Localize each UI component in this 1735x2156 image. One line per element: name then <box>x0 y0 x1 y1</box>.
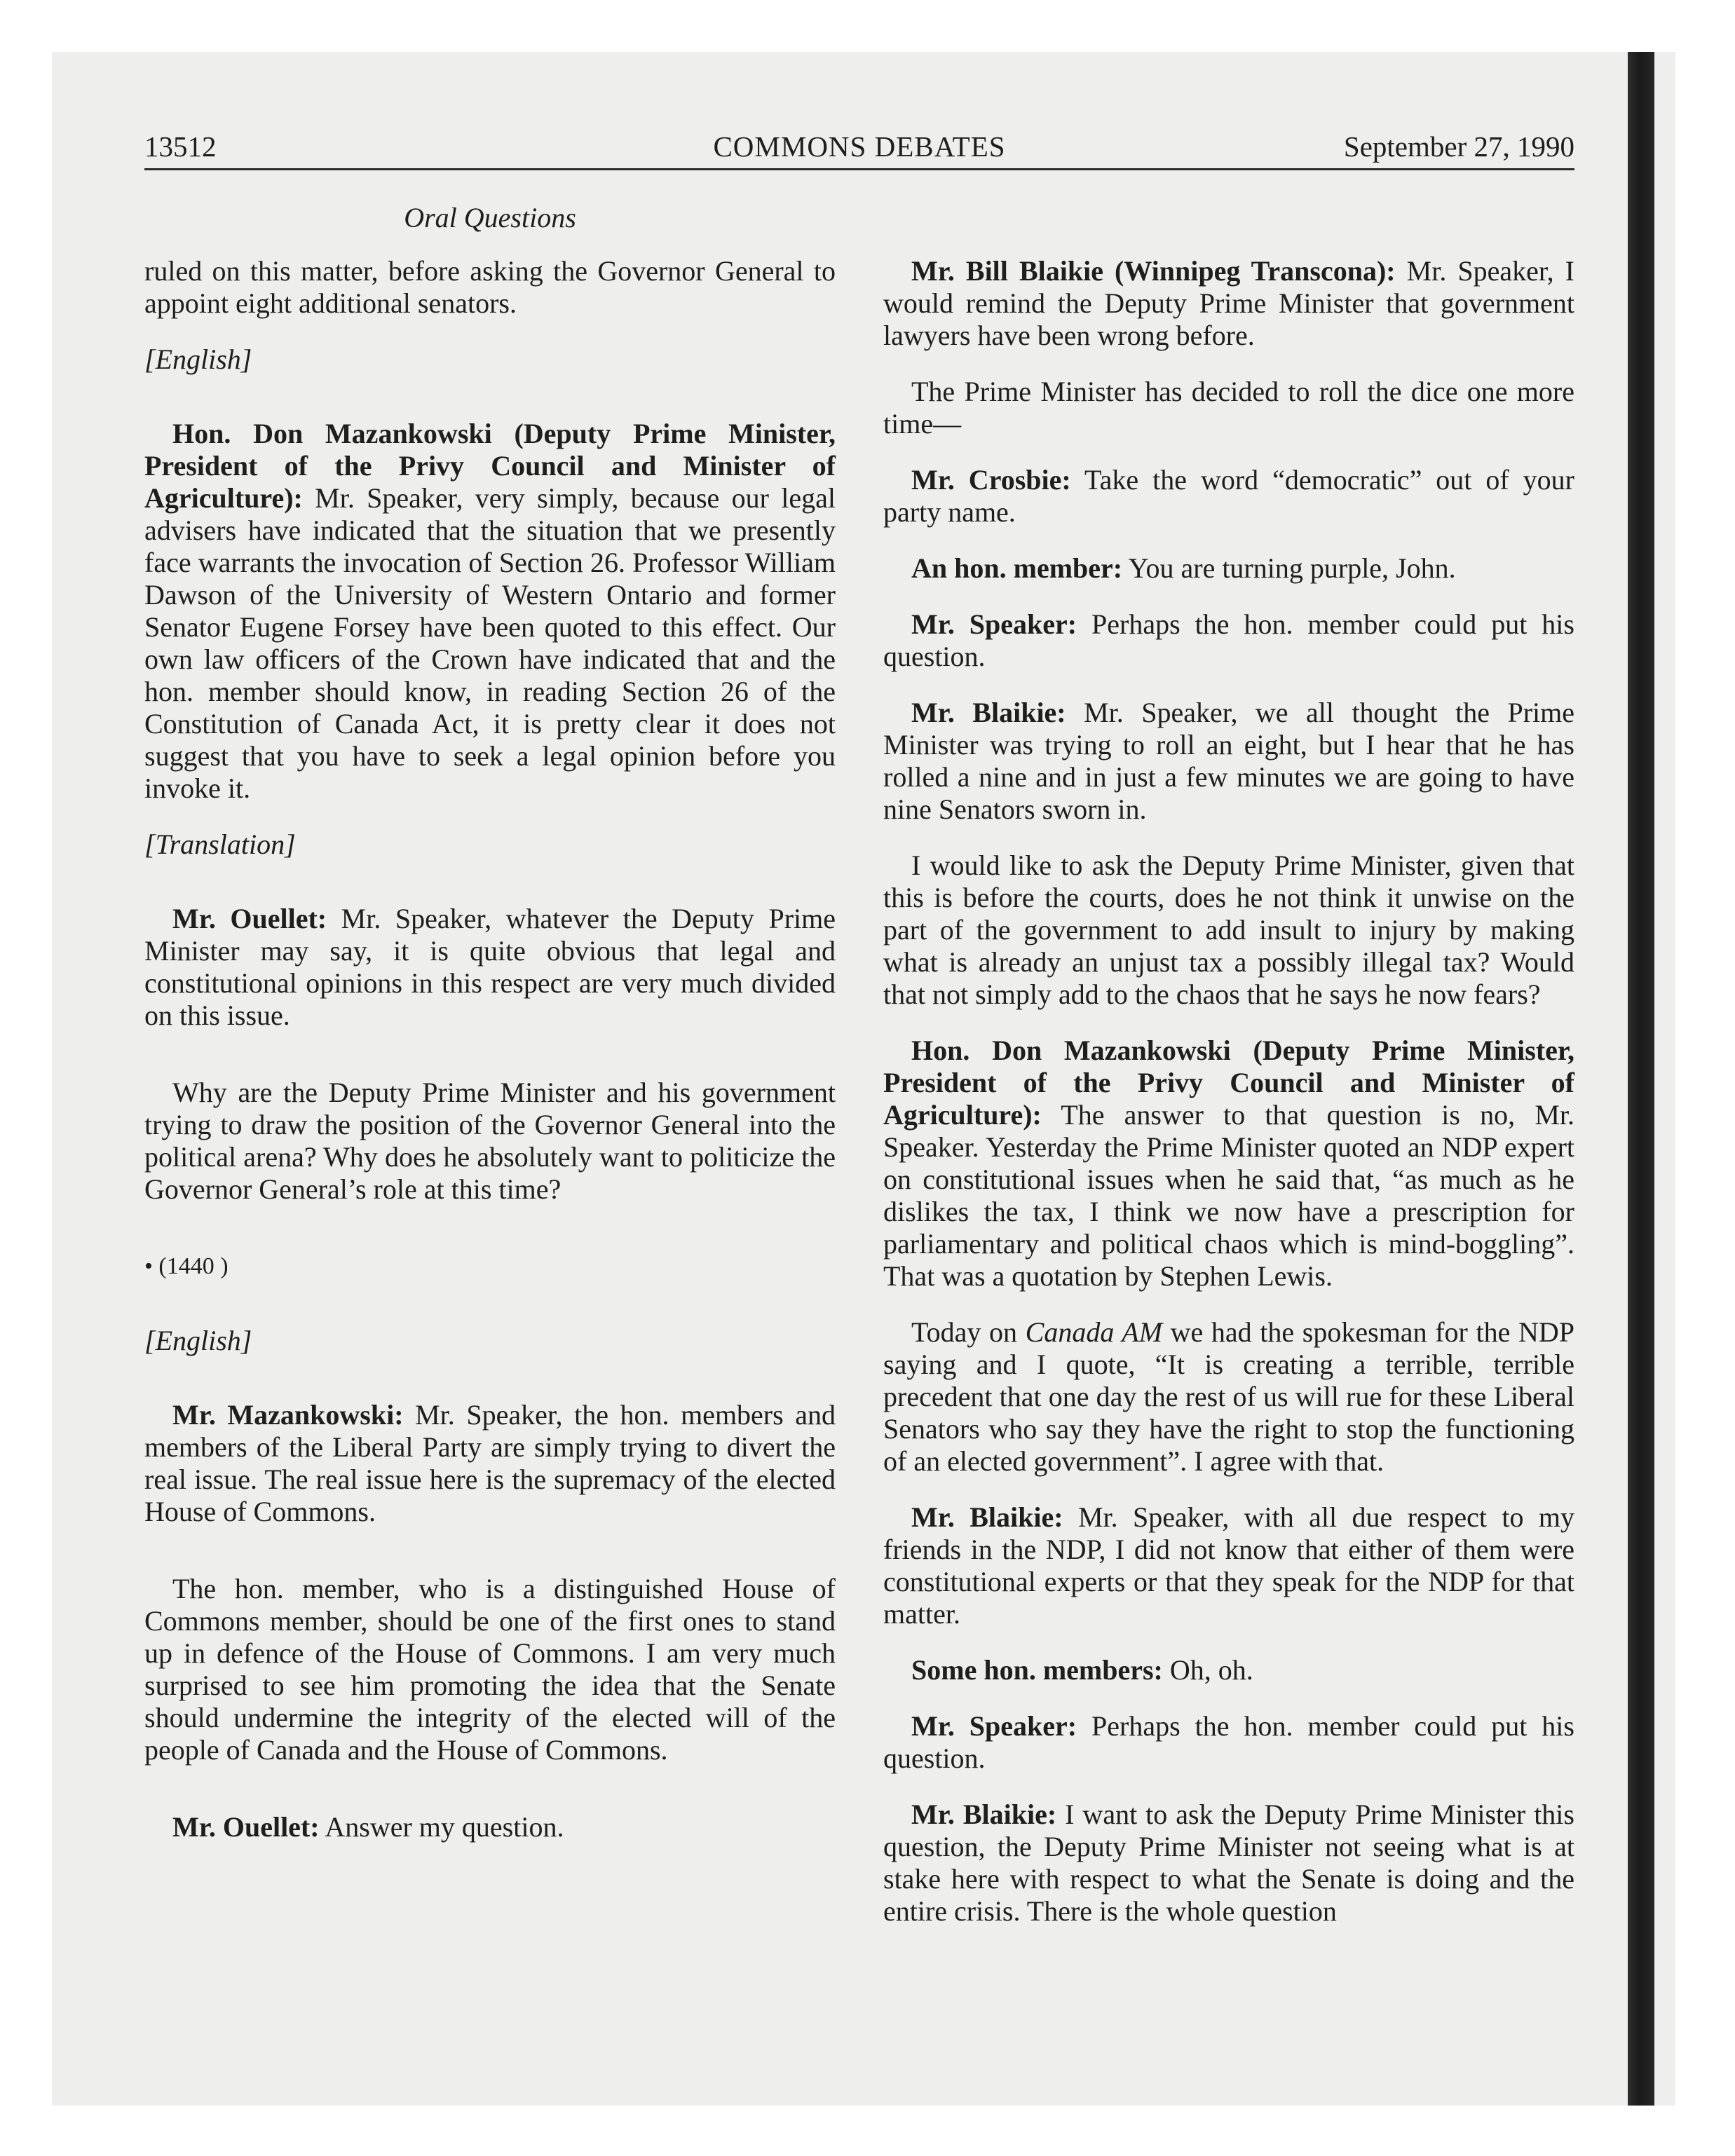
language-marker <box>144 343 836 376</box>
paragraph: Why are the Deputy Prime Minister and his government trying to draw the position of the Governor General into the political arena? Why does he absolutely want to politicize the Governor General’s role at this time? <box>144 1077 836 1205</box>
speaker-name: Some hon. members: <box>911 1654 1163 1686</box>
speech <box>883 464 1574 528</box>
speaker-name: Mr. Blaikie: <box>911 1501 1063 1533</box>
page-number: 13512 <box>144 130 217 163</box>
speech-text: Mr. Speaker, we all thought the Prime Minister was trying to roll an eight, but I hear that he has rolled a nine and in just a few minutes we are going to have nine Senators sworn in. <box>883 697 1574 825</box>
paragraph: ruled on this matter, before asking the Governor General to appoint eight additional senators. <box>144 255 836 319</box>
section-title: Oral Questions <box>404 202 576 233</box>
speech-text: Mr. Speaker, whatever the Deputy Prime Minister may say, it is quite obvious that legal and constitutional opinions in this respect are very much divided on this issue. <box>144 903 836 1031</box>
speech <box>883 552 1574 585</box>
speech <box>883 1035 1574 1292</box>
program-title: Canada AM <box>1025 1316 1163 1348</box>
header-rule <box>144 168 1574 170</box>
speech-text: Mr. Speaker, very simply, because our legal advisers have indicated that the situation that we presently face warrants the invocation of Section 26. Professor William Dawson of the University of Western Ontario and former Senator Eugene Forsey have been quoted to this effect. Our own law officers of the Crown have indicated that and the hon. member should know, in reading Section 26 of the Constitution of Canada Act, it is pretty clear it does not suggest that you have to seek a legal opinion before you invoke it. <box>144 482 836 804</box>
speech <box>883 697 1574 826</box>
paragraph-text: Today on <box>911 1316 1026 1348</box>
speaker-name: Mr. Bill Blaikie (Winnipeg Transcona): <box>911 255 1396 287</box>
right-column <box>883 255 1574 1951</box>
speaker-name: An hon. member: <box>911 552 1123 584</box>
speech <box>144 903 836 1032</box>
speech <box>883 1654 1574 1686</box>
speaker-name: Hon. Don Mazankowski (Deputy Prime Minister, President of the Privy Council and Minister of Agriculture): <box>883 1035 1574 1131</box>
paragraph: I would like to ask the Deputy Prime Minister, given that this is before the courts, does he not think it unwise on the part of the government to add insult to injury by making what is already an unjust tax a possibly illegal tax? Would that not simply add to the chaos that he says he now fears? <box>883 850 1574 1010</box>
speech <box>144 1811 836 1843</box>
time-stamp: • (1440 ) <box>144 1253 229 1279</box>
speech <box>883 608 1574 673</box>
language-marker <box>144 828 836 861</box>
paragraph-text: we had the spokesman for the NDP saying and I quote, “It is creating a terrible, terrible precedent that one day the rest of us will rue for these Liberal Senators who say they have the right to stop the functioning of an elected government”. I agree with that. <box>883 1316 1574 1477</box>
running-header <box>144 129 1574 164</box>
speech <box>144 418 836 805</box>
speaker-name: Mr. Blaikie: <box>911 1799 1057 1830</box>
paragraph: The Prime Minister has decided to roll the dice one more time— <box>883 376 1574 439</box>
language-marker-text: [Translation] <box>144 828 296 860</box>
language-marker <box>144 1325 836 1357</box>
speech-text: You are turning purple, John. <box>1122 552 1456 584</box>
speech-text: Answer my question. <box>319 1811 564 1843</box>
speaker-name: Mr. Ouellet: <box>172 1811 320 1843</box>
language-marker-text: [English] <box>144 343 252 375</box>
speech-text: Mr. Speaker, I would remind the Deputy Prime Minister that government lawyers have been wrong before. <box>883 255 1574 351</box>
speech <box>144 1399 836 1528</box>
speaker-name: Mr. Ouellet: <box>172 903 327 934</box>
speech-text: Perhaps the hon. member could put his question. <box>883 1710 1574 1774</box>
speech <box>883 1501 1574 1630</box>
speaker-name: Mr. Blaikie: <box>911 697 1066 728</box>
paragraph <box>883 1316 1574 1478</box>
speaker-name: Mr. Speaker: <box>911 608 1077 640</box>
speech <box>883 1710 1574 1775</box>
speech-text: Oh, oh. <box>1162 1654 1253 1686</box>
paragraph: The hon. member, who is a distinguished House of Commons member, should be one of the first ones to stand up in defence of the House of Commons. I am very much surprised to see him promoting the idea that the Senate should undermine the integrity of the elected will of the people of Canada and the House of Commons. <box>144 1573 836 1766</box>
speaker-name: Mr. Speaker: <box>911 1710 1077 1742</box>
speech-text: Mr. Speaker, with all due respect to my friends in the NDP, I did not know that either of them were constitutional experts or that they speak for the NDP for that matter. <box>883 1501 1574 1630</box>
speech-text: Mr. Speaker, the hon. members and members of the Liberal Party are simply trying to divert the real issue. The real issue here is the supremacy of the elected House of Commons. <box>144 1399 836 1527</box>
speech-text: I want to ask the Deputy Prime Minister this question, the Deputy Prime Minister not seeing what is at stake here with respect to what the Senate is doing and the entire crisis. There is the whole question <box>883 1799 1574 1927</box>
speech-text: The answer to that question is no, Mr. Speaker. Yesterday the Prime Minister quoted an NDP expert on constitutional issues when he said that, “as much as he dislikes the tax, I think we now have a prescription for parliamentary and political chaos which is mind-boggling”. That was a quotation by Stephen Lewis. <box>883 1099 1574 1292</box>
page-date: September 27, 1990 <box>1343 130 1574 163</box>
speech <box>883 255 1574 352</box>
binding-edge <box>1628 52 1654 2106</box>
speech <box>883 1799 1574 1928</box>
language-marker-text: [English] <box>144 1325 252 1356</box>
speaker-name: Hon. Don Mazankowski (Deputy Prime Minister, President of the Privy Council and Minister of Agriculture): <box>144 418 836 514</box>
speaker-name: Mr. Crosbie: <box>911 464 1071 496</box>
speech-text: Take the word “democratic” out of your party name. <box>883 464 1574 528</box>
speaker-name: Mr. Mazankowski: <box>172 1399 404 1431</box>
left-column <box>144 255 836 1867</box>
speech-text: Perhaps the hon. member could put his question. <box>883 608 1574 672</box>
journal-title: COMMONS DEBATES <box>713 130 1006 163</box>
